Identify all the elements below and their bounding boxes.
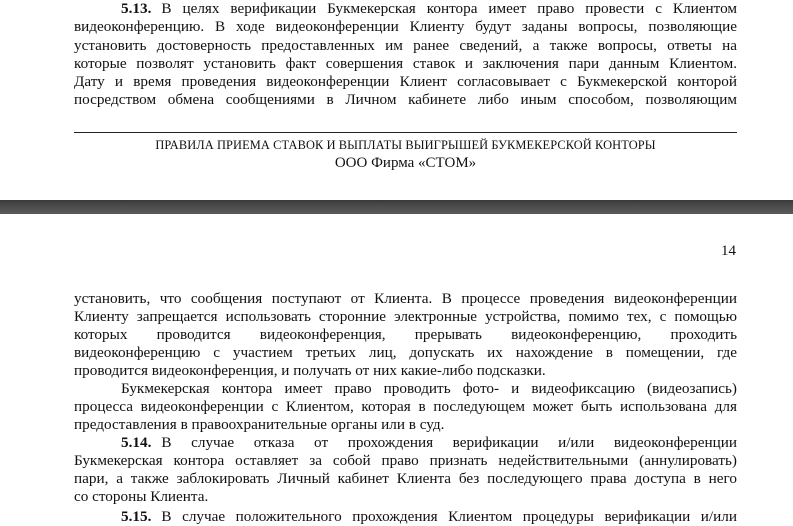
paragraph-number: 5.13. xyxy=(121,0,152,17)
continuation-line: Клиенту запрещается использовать сторонние электронные устройства, помимо тех, с помощью xyxy=(74,308,737,325)
paragraph-5-13-line: которые позволят установить факт совершения ставок и заключения пари данным Клиентом. xyxy=(74,55,737,72)
paragraph-5-15-line xyxy=(74,508,737,526)
paragraph-5-14-line: пари, а также заблокировать Личный кабинет Клиента без последующего права доступа в него xyxy=(74,470,737,487)
footer-title: ПРАВИЛА ПРИЕМА СТАВОК И ВЫПЛАТЫ ВЫИГРЫШЕЙ БУКМЕКЕРСКОЙ КОНТОРЫ xyxy=(155,138,656,152)
page-separator xyxy=(0,200,793,214)
paragraph-text: В целях верификации Букмекерская контора имеет право провести с Клиентом xyxy=(161,0,737,17)
continuation-line: проводится видеоконференция, и получать от них какие-либо подсказки. xyxy=(74,362,546,379)
recording-line: процесса видеоконференции с Клиентом, которая в последующем может быть использована для xyxy=(74,398,737,415)
footer-company: ООО Фирма «СТОМ» xyxy=(334,155,477,171)
document-page-top xyxy=(0,0,793,200)
footer-divider xyxy=(74,132,737,133)
paragraph-5-14-line: со стороны Клиента. xyxy=(74,488,209,505)
paragraph-5-13-line: установить достоверность предоставленных им ранее сведений, а также вопросы, ответы на xyxy=(74,37,737,54)
continuation-line: видеоконференцию с участием третьих лиц, допускать их нахождение в помещении, где xyxy=(74,344,737,361)
paragraph-5-13-line: Дату и время проведения видеоконференции Клиент согласовывает с Букмекерской конторой xyxy=(74,73,737,90)
paragraph-5-14-line: Букмекерская контора оставляет за собой право признать недействительными (аннулировать) xyxy=(74,452,737,469)
document-page-bottom xyxy=(0,214,793,525)
paragraph-5-13-line: видеоконференцию. В ходе видеоконференции Клиенту будут заданы вопросы, позволяющие xyxy=(74,18,737,35)
paragraph-text: В случае отказа от прохождения верификации и/или видеоконференции xyxy=(161,434,737,451)
paragraph-text: В случае положительного прохождения Клиентом процедуры верификации и/или xyxy=(161,508,737,525)
paragraph-5-13-line: посредством обмена сообщениями в Личном кабинете либо иным способом, позволяющим xyxy=(74,91,737,108)
paragraph-5-13-line xyxy=(74,0,737,18)
paragraph-5-14-line xyxy=(74,434,737,452)
paragraph-number: 5.14. xyxy=(121,434,152,451)
paragraph-number: 5.15. xyxy=(121,508,152,525)
recording-line: Букмекерская контора имеет право проводить фото- и видеофиксацию (видеозапись) xyxy=(121,380,737,397)
recording-line: предоставления в правоохранительные органы или в суд. xyxy=(74,416,445,433)
page-number: 14 xyxy=(721,243,736,259)
continuation-line: которых проводится видеоконференция, прерывать видеоконференцию, проходить xyxy=(74,326,737,343)
continuation-line: установить, что сообщения поступают от Клиента. В процессе проведения видеоконференции xyxy=(74,290,737,307)
